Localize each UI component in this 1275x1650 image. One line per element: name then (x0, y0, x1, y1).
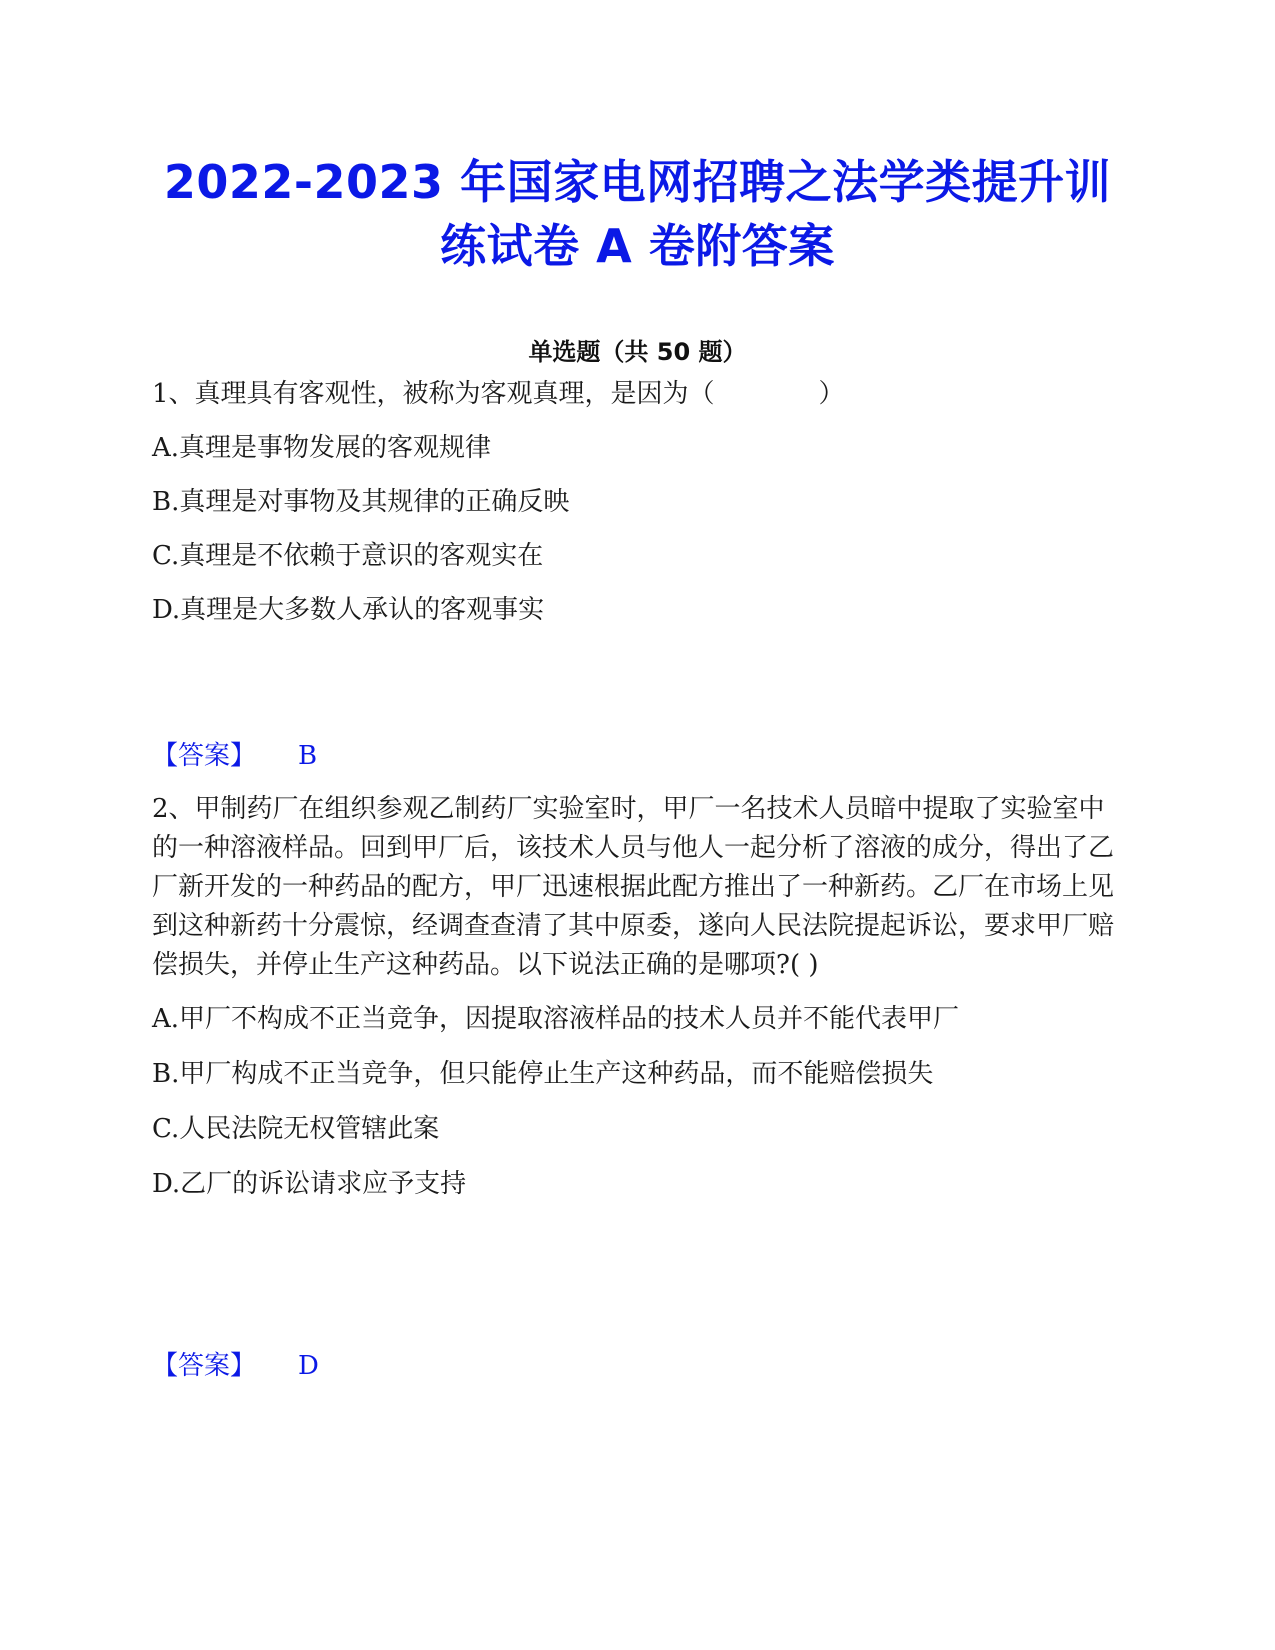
answer-label: 【答案】 (152, 741, 257, 771)
question-2-stem: 2、甲制药厂在组织参观乙制药厂实验室时，甲厂一名技术人员暗中提取了实验室中的一种溶液样品。回到甲厂后，该技术人员与他人一起分析了溶液的成分，得出了乙厂新开发的一种药品的配方，甲厂迅速根据此配方推出了一种新药。乙厂在市场上见到这种新药十分震惊，经调查查清了其中原委，遂向人民法院提起诉讼，要求甲厂赔偿损失，并停止生产这种药品。以下说法正确的是哪项?( ) (152, 794, 1115, 980)
answer-label: 【答案】 (152, 1351, 257, 1381)
question-1-stem: 1、真理具有客观性，被称为客观真理，是因为（ ） (152, 379, 845, 409)
question-2-option-c: C.人民法院无权管辖此案 (152, 1114, 440, 1144)
question-2 (152, 790, 1127, 1205)
section-heading: 单选题（共 50 题） (528, 338, 747, 366)
page-title-line-2: 练试卷 A 卷附答案 (440, 219, 835, 273)
question-2-answer (152, 1346, 319, 1386)
answer-value: B (298, 741, 318, 771)
question-1 (152, 374, 1127, 631)
page-title (120, 150, 1155, 278)
page-title-line-1: 2022-2023 年国家电网招聘之法学类提升训 (163, 155, 1112, 209)
question-1-option-a: A.真理是事物发展的客观规律 (152, 433, 492, 463)
question-1-option-c: C.真理是不依赖于意识的客观实在 (152, 541, 544, 571)
question-2-option-d: D.乙厂的诉讼请求应予支持 (152, 1169, 467, 1199)
answer-value: D (298, 1351, 319, 1381)
question-1-answer (152, 736, 317, 776)
question-1-option-d: D.真理是大多数人承认的客观事实 (152, 595, 545, 625)
question-2-option-b: B.甲厂构成不正当竞争，但只能停止生产这种药品，而不能赔偿损失 (152, 1059, 934, 1089)
question-1-option-b: B.真理是对事物及其规律的正确反映 (152, 487, 570, 517)
question-2-option-a: A.甲厂不构成不正当竞争，因提取溶液样品的技术人员并不能代表甲厂 (152, 1004, 960, 1034)
